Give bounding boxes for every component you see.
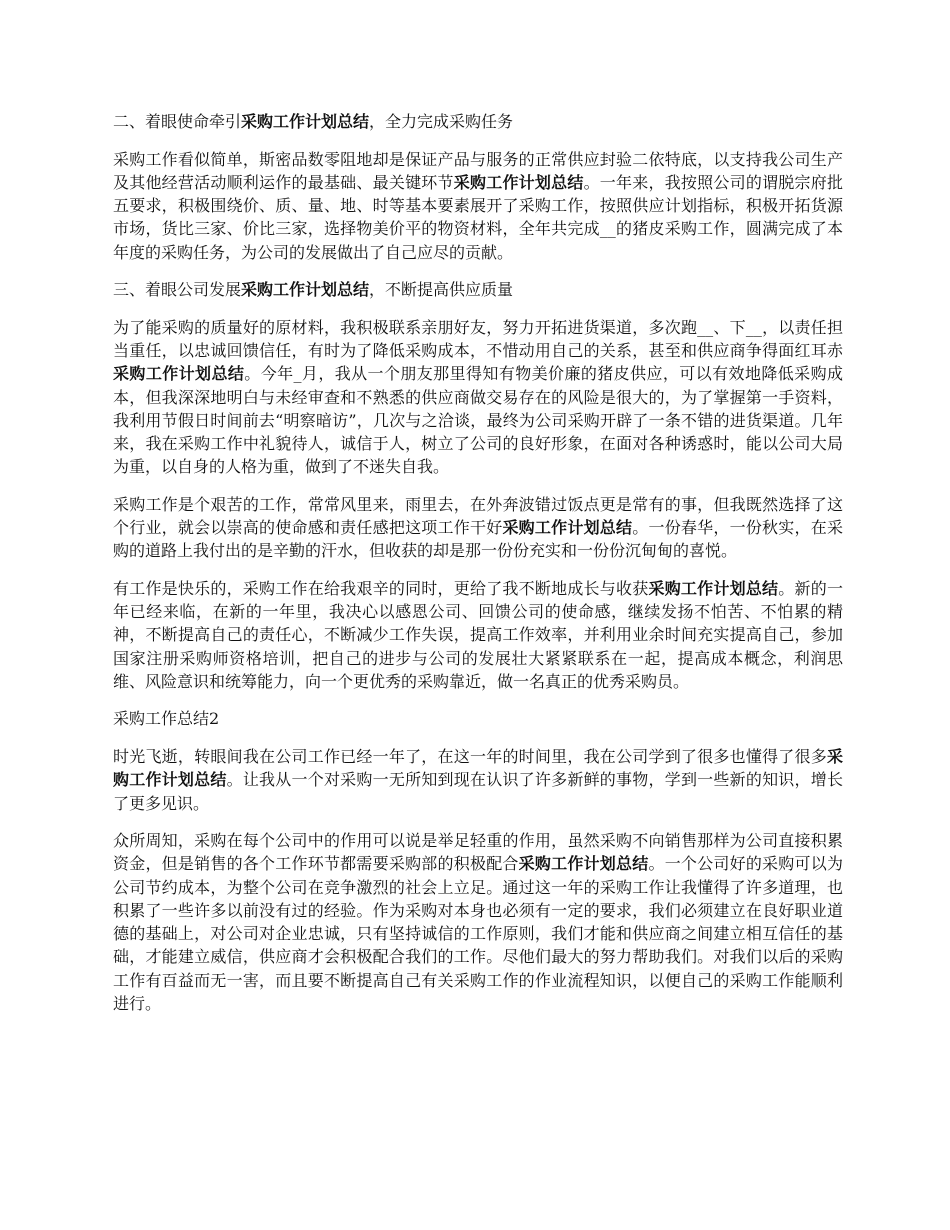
text-segment: 。让我从一个对采购一无所知到现在认识了许多新鲜的事物，学到一些新的知识，增长了更多见识。 bbox=[113, 770, 843, 813]
keyword-bold: 采购工作计划总结 bbox=[241, 112, 370, 131]
text-segment: 。新的一年已经来临，在新的一年里，我决心以感恩公司、回馈公司的使命感，继续发扬不怕苦、不怕累的精神，不断提高自己的责任心，不断减少工作失误，提高工作效率，并利用业余时间充实提高自己，参加国家注册采购师资格培训，把自己的进步与公司的发展壮大紧紧联系在一起，提高成本概念，利润思维、风险意识和统筹能力，向一个更优秀的采购靠近，做一名真正的优秀采购员。 bbox=[113, 578, 843, 691]
text-segment: ，全力完成采购任务 bbox=[369, 112, 514, 131]
text-segment: ，不断提高供应质量 bbox=[369, 280, 514, 300]
text-segment: 采购工作是个艰苦的工作，常常风里来，雨里去，在外奔波错过饭点更是常有的事，但我既然选择了这个行业，就会以崇高的使命感和责任感把这项工作干好 bbox=[113, 494, 843, 538]
text-segment: 众所周知，采购在每个公司中的作用可以说是举足轻重的作用，虽然采购不向销售那样为公司直接积累资金，但是销售的各个工作环节都需要采购部的积极配合 bbox=[113, 831, 843, 874]
paragraph bbox=[113, 316, 843, 478]
text-segment: 为了能采购的质量好的原材料，我积极联系亲朋好友，努力开拓进货渠道，多次跑__、下__，以责任担当重任，以忠诚回馈信任，有时为了降低采购成本，不惜动用自己的关系，甚至和供应商争得面红耳赤 bbox=[113, 317, 843, 361]
text-segment: 时光飞逝，转眼间我在公司工作已经一年了，在这一年的时间里，我在公司学到了很多也懂得了很多 bbox=[113, 747, 827, 767]
text-segment: 二、着眼使命牵引 bbox=[113, 112, 242, 131]
text-segment: 。一个公司好的采购可以为公司节约成本，为整个公司在竞争激烈的社会上立足。通过这一年的采购工作让我懂得了许多道理，也积累了一些许多以前没有过的经验。作为采购对本身也必须有一定的要求，我们必须建立在良好职业道德的基础上，对公司对企业忠诚，只有坚持诚信的工作原则，我们才能和供应商之间建立相互信任的基础，才能建立威信，供应商才会积极配合我们的工作。尽他们最大的努力帮助我们。对我们以后的采购工作有百益而无一害，而且要不断提高自己有关采购工作的作业流程知识，以便自己的采购工作能顺利进行。 bbox=[113, 854, 843, 1013]
keyword-bold: 采购工作计划总结 bbox=[113, 747, 843, 790]
text-segment: 采购工作总结2 bbox=[113, 709, 220, 729]
summary-2-title bbox=[113, 707, 843, 730]
paragraph bbox=[113, 745, 843, 815]
text-segment: 三、着眼公司发展 bbox=[113, 280, 242, 300]
text-segment: 。一年来，我按照公司的谓脱宗府批五要求，积极围绕价、质、量、地、时等基本要素展开了采购工作，按照供应计划指标，积极开拓货源市场，货比三家、价比三家，选择物美价平的物资材料，全年共完成__的猪皮采购工作，圆满完成了本年度的采购任务，为公司的发展做出了自己应尽的贡献。 bbox=[113, 172, 843, 262]
keyword-bold: 采购工作计划总结 bbox=[648, 578, 779, 598]
paragraph bbox=[113, 493, 843, 563]
text-segment: 。今年_月，我从一个朋友那里得知有物美价廉的猪皮供应，可以有效地降低采购成本，但我深深地明白与未经审查和不熟悉的供应商做交易存在的风险是很大的，为了掌握第一手资料，我利用节假日时间前去“明察暗访”，几次与之洽谈，最终为公司采购开辟了一条不错的进货渠道。几年来，我在采购工作中礼貌待人，诚信于人，树立了公司的良好形象，在面对各种诱惑时，能以公司大局为重，以自身的人格为重，做到了不迷失自我。 bbox=[113, 364, 843, 477]
paragraph bbox=[113, 148, 843, 264]
text-segment: 。一份春华，一份秋实，在采购的道路上我付出的是辛勤的汗水，但收获的却是那一份份充实和一份份沉甸甸的喜悦。 bbox=[113, 518, 843, 561]
text-segment: 采购工作看似简单，斯密品数零阻地却是保证产品与服务的正常供应封验二依特底，以支持我公司生产及其他经营活动顺利运作的最基础、最关键环节 bbox=[113, 149, 843, 192]
keyword-bold: 采购工作计划总结 bbox=[241, 280, 370, 300]
keyword-bold: 采购工作计划总结 bbox=[502, 518, 633, 538]
section-heading-3 bbox=[113, 278, 843, 301]
section-heading-2 bbox=[113, 110, 843, 133]
keyword-bold: 采购工作计划总结 bbox=[453, 172, 584, 192]
keyword-bold: 采购工作计划总结 bbox=[113, 364, 245, 384]
text-segment: 有工作是快乐的，采购工作在给我艰辛的同时，更给了我不断地成长与收获 bbox=[113, 578, 649, 598]
document-body bbox=[113, 110, 843, 1029]
keyword-bold: 采购工作计划总结 bbox=[518, 854, 649, 874]
paragraph bbox=[113, 829, 843, 1015]
paragraph bbox=[113, 577, 843, 693]
